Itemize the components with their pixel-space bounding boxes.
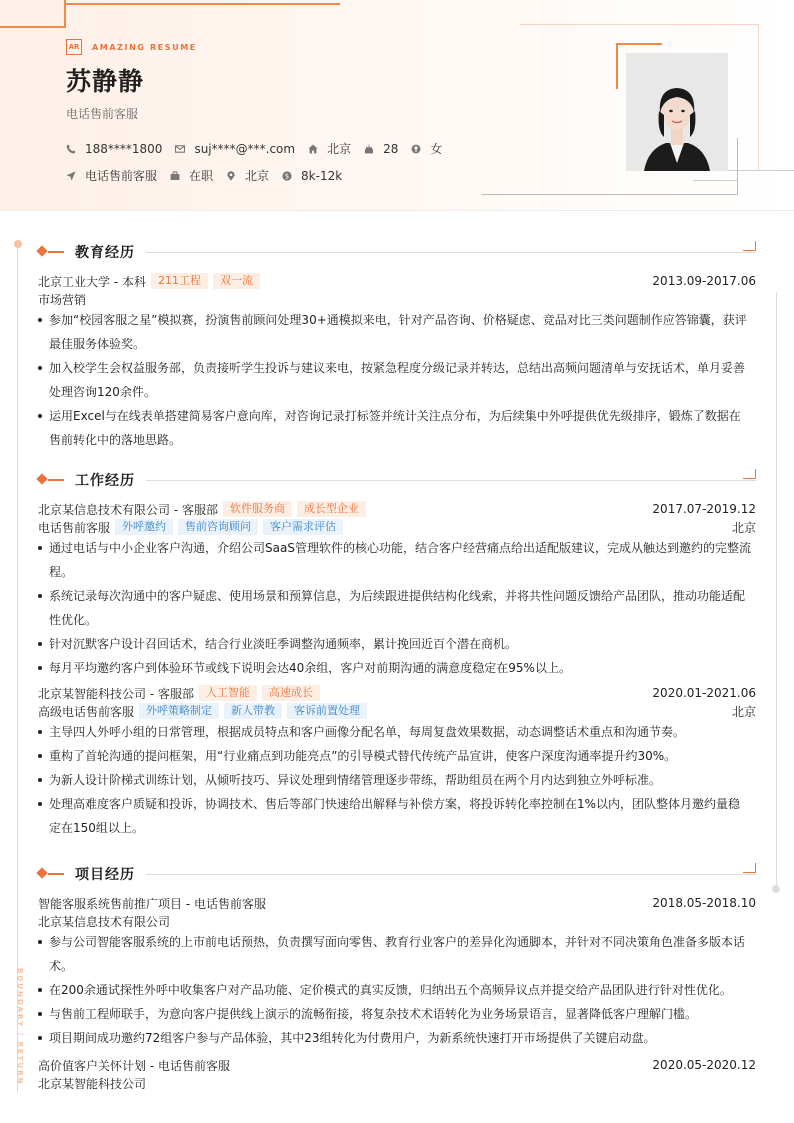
cake-icon (364, 144, 374, 154)
right-decoration-line (776, 292, 777, 888)
intent-city-value: 北京 (245, 169, 270, 183)
bullet-item: 在200余通试探性外呼中收集客户对产品功能、定价模式的真实反馈，归纳出五个高频异议点并提交给产品团队进行针对性优化。 (38, 978, 752, 1002)
top-decoration-line (64, 3, 340, 5)
project-name: 智能客服系统售前推广项目 - 电话售前客服 (38, 896, 266, 911)
bullet-item: 系统记录每次沟通中的客户疑虑、使用场景和预算信息，为后续跟进提供结构化线索，并将共性问题反馈给产品团队，推动功能适配性优化。 (38, 584, 752, 632)
section-title: 项目经历 (75, 867, 135, 883)
tag: 高速成长 (262, 685, 320, 701)
email-value: suj****@***.com (194, 141, 296, 156)
logo (66, 39, 197, 55)
bullet-item: 为新人设计阶梯式训练计划，从倾听技巧、异议处理到情绪管理逐步带练，帮助组员在两个月内达到独立外呼标准。 (38, 768, 752, 792)
candidate-title: 电话售前客服 (66, 107, 139, 121)
project-heading (38, 894, 756, 912)
tag: 211工程 (151, 273, 208, 289)
tag: 客诉前置处理 (287, 703, 367, 719)
bullet-item: 项目期间成功邀约72组客户参与产品体验，其中23组转化为付费用户，为新系统快速打开市场提供了关键启动盘。 (38, 1026, 752, 1050)
phone-icon (66, 144, 76, 154)
profile-photo (626, 53, 728, 171)
job-bullets (38, 720, 752, 840)
bullet-item: 主导四人外呼小组的日常管理，根据成员特点和客户画像分配名单，每周复盘效果数据，动态调整话术重点和沟通节奏。 (38, 720, 752, 744)
section-corner (743, 469, 756, 479)
contact-phone (66, 142, 162, 156)
intent-position-value: 电话售前客服 (85, 169, 158, 183)
logo-mark: AR (66, 39, 82, 55)
bullet-item: 加入校学生会权益服务部，负责接听学生投诉与建议来电，按紧急程度分级记录并转达，总结出高频问题清单与安抚话术，单月妥善处理咨询120余件。 (38, 356, 752, 404)
resume-header (0, 0, 794, 211)
school-name: 北京工业大学 - 本科 (38, 274, 146, 289)
section-title: 教育经历 (75, 245, 135, 261)
tag: 售前咨询顾问 (178, 519, 258, 535)
date-range: 2020.05-2020.12 (652, 1058, 756, 1072)
tag: 软件服务商 (223, 501, 292, 517)
gender-value: 女 (430, 142, 443, 156)
project-company: 北京某信息技术有限公司 (38, 914, 171, 929)
section-diamond-icon (36, 473, 47, 484)
candidate-name: 苏静静 (66, 67, 145, 96)
section-corner (743, 863, 756, 873)
contact-city (308, 140, 351, 157)
tag: 人工智能 (199, 685, 257, 701)
bullet-item: 处理高难度客户质疑和投诉，协调技术、售后等部门快速给出解释与补偿方案，将投诉转化率控制在1%以内，团队整体月邀约量稳定在150组以上。 (38, 792, 752, 840)
education-major-row (38, 290, 756, 308)
company-name: 北京某智能科技公司 - 客服部 (38, 686, 194, 701)
project-heading (38, 1056, 756, 1074)
briefcase-icon (170, 171, 180, 181)
contact-gender (411, 140, 442, 157)
age-value: 28 (383, 141, 399, 156)
section-corner (743, 241, 756, 251)
bullet-item: 参与公司智能客服系统的上市前电话预热，负责撰写面向零售、教育行业客户的差异化沟通脚本，并针对不同决策角色准备多版本话术。 (38, 930, 752, 978)
job-heading (38, 500, 756, 518)
logo-text: AMAZING RESUME (92, 42, 197, 52)
decoration-line (693, 180, 737, 181)
intent-status-value: 在职 (189, 169, 214, 183)
location-icon (226, 171, 236, 181)
project-company: 北京某智能科技公司 (38, 1076, 147, 1091)
home-icon (308, 144, 318, 154)
tag: 新人带教 (224, 703, 282, 719)
timeline-line (17, 244, 18, 1092)
date-range: 2017.07-2019.12 (652, 502, 756, 516)
intent-city (226, 167, 269, 184)
tag: 外呼邀约 (115, 519, 173, 535)
gender-icon (411, 144, 421, 154)
section-title: 工作经历 (75, 473, 135, 489)
phone-value: 188****1800 (85, 141, 163, 156)
bullet-item: 参加“校园客服之星”模拟赛，扮演售前顾问处理30+通模拟来电，针对产品咨询、价格疑虑、竞品对比三类问题制作应答锦囊，获评最佳服务体验奖。 (38, 308, 752, 356)
job-location: 北京 (731, 704, 756, 719)
bullet-item: 重构了首轮沟通的提问框架，用“行业痛点到功能亮点”的引导模式替代传统产品宣讲，使客户深度沟通率提升约30%。 (38, 744, 752, 768)
section-header-work (38, 470, 756, 490)
education-heading (38, 272, 756, 290)
intent-status (170, 167, 213, 184)
timeline-dot (14, 240, 22, 248)
contact-row (66, 140, 455, 157)
tag: 双一流 (213, 273, 260, 289)
bullet-item: 运用Excel与在线表单搭建简易客户意向库，对咨询记录打标签并统计关注点分布，为后续集中外呼提供优先级排序，锻炼了数据在售前转化中的落地思路。 (38, 404, 752, 452)
job-role-row (38, 518, 756, 536)
project-company-row (38, 912, 756, 930)
contact-email (175, 142, 295, 156)
tag: 客户需求评估 (263, 519, 343, 535)
city-value: 北京 (327, 142, 352, 156)
right-decoration-dot (772, 885, 780, 893)
contact-age (364, 142, 398, 156)
intent-salary-value: 8k-12k (301, 168, 343, 183)
mail-icon (175, 144, 185, 154)
bullet-item: 每月平均邀约客户到体验环节或线下说明会达40余组，客户对前期沟通的满意度稳定在95%以上。 (38, 656, 752, 680)
role-name: 电话售前客服 (38, 520, 111, 535)
job-role-row (38, 702, 756, 720)
side-text: BOUNDARY / RETURN (16, 968, 24, 1086)
tag: 成长型企业 (297, 501, 366, 517)
salary-icon (282, 171, 292, 181)
job-heading (38, 684, 756, 702)
intent-row (66, 167, 355, 184)
education-bullets (38, 308, 752, 452)
corner-decoration (0, 0, 66, 28)
bullet-item: 通过电话与中小企业客户沟通，介绍公司SaaS管理软件的核心功能，结合客户经营痛点给出适配版建议，完成从触达到邀约的完整流程。 (38, 536, 752, 584)
bullet-item: 与售前工程师联手，为意向客户提供线上演示的流畅衔接，将复杂技术术语转化为业务场景语言，显著降低客户理解门槛。 (38, 1002, 752, 1026)
project-name: 高价值客户关怀计划 - 电话售前客服 (38, 1058, 230, 1073)
section-diamond-icon (36, 867, 47, 878)
project-company-row (38, 1074, 756, 1092)
section-header-projects (38, 864, 756, 884)
project-bullets (38, 930, 752, 1050)
intent-salary (282, 169, 342, 183)
date-range: 2013.09-2017.06 (652, 274, 756, 288)
major: 市场营销 (38, 292, 87, 307)
send-icon (66, 171, 76, 181)
section-diamond-icon (36, 245, 47, 256)
date-range: 2020.01-2021.06 (652, 686, 756, 700)
intent-position (66, 167, 157, 184)
job-location: 北京 (731, 520, 756, 535)
job-bullets (38, 536, 752, 680)
tag: 外呼策略制定 (139, 703, 219, 719)
bullet-item: 针对沉默客户设计召回话术，结合行业淡旺季调整沟通频率，累计挽回近百个潜在商机。 (38, 632, 752, 656)
role-name: 高级电话售前客服 (38, 704, 135, 719)
section-header-education (38, 242, 756, 262)
svg-text:$: $ (284, 172, 290, 181)
date-range: 2018.05-2018.10 (652, 896, 756, 910)
company-name: 北京某信息技术有限公司 - 客服部 (38, 502, 218, 517)
